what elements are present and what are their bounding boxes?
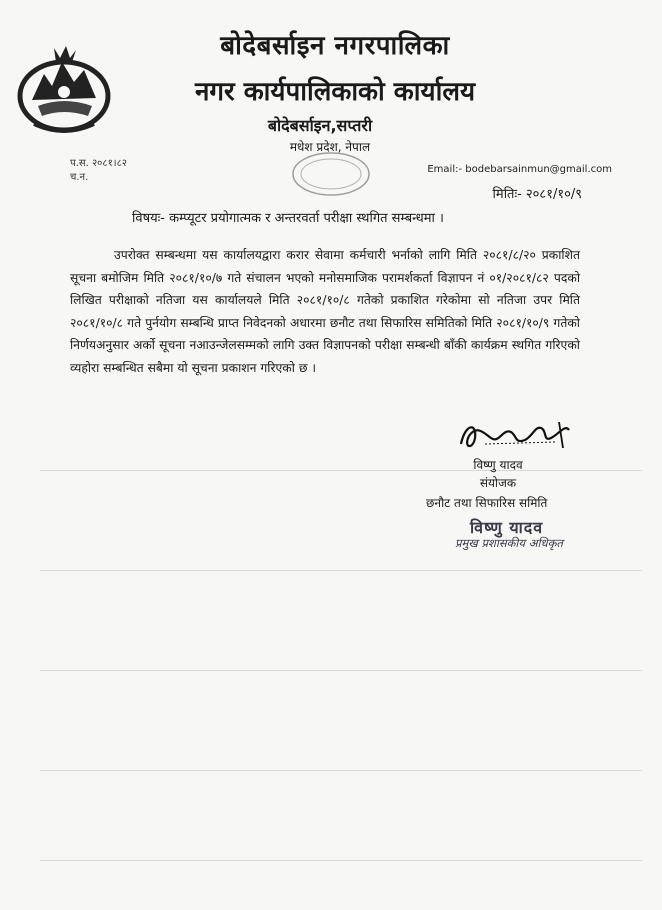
dispatch-number: च.न. (70, 172, 89, 183)
paper-rule (40, 860, 642, 861)
body-paragraph: उपरोक्त सम्बन्धमा यस कार्यालयद्वारा करार सेवामा कर्मचारी भर्नाको लागि मिति २०८१/८/२० प्रकाशित सूचना बमोजिम मिति २०८१/१०/७ गते संचालन भएको मनोसमाजिक परामर्शकर्ता विज्ञापन नं ०१/२०८१/८२ पदको लिखित परीक्षाको नतिजा यस कार्यालयले मिति २०८१/१०/८ गतेको प्रकाशित गरेकोमा सो नतिजा उपर मिति २०८१/१०/८ गते पुर्नयोग सम्बन्धि प्राप्त निवेदनको अधारमा छनौट तथा सिफारिस समितिको मिति २०८१/१०/९ गतेको निर्णयअनुसार अर्को सूचना नआउन्जेलसम्मको लागि उक्त विज्ञापनको परीक्षा सम्बन्धी बाँकी कार्यक्रम स्थगित गरिएको व्यहोरा सम्बन्धित सबैमा यो सूचना प्रकाशन गरिएको छ । (70, 248, 580, 375)
stamp-signatory-title: प्रमुख प्रशासकीय अधिकृत (455, 536, 563, 550)
paper-rule (40, 770, 642, 771)
letter-date: मितिः- २०८१/१०/९ (492, 187, 582, 202)
signatory-name: विष्णु यादव (473, 458, 523, 472)
paper-rule (40, 470, 642, 471)
office-name: नगर कार्यपालिकाको कार्यालय (194, 77, 476, 107)
office-province: मधेश प्रदेश, नेपाल (289, 140, 371, 154)
office-stamp-icon (290, 150, 372, 198)
municipality-name: बोदेबर्साइन नगरपालिका (220, 31, 450, 61)
letter-subject: विषयः- कम्प्यूटर प्रयोगात्मक र अन्तरवर्ता परीक्षा स्थगित सम्बन्धमा । (132, 211, 444, 226)
office-location: बोदेबर्साइन,सप्तरी (267, 116, 373, 135)
paper-rule (40, 570, 642, 571)
reference-numbers (70, 157, 127, 185)
signatory-role: संयोजक (479, 476, 517, 490)
handwritten-signature (455, 414, 575, 456)
office-email: Email:- bodebarsainmun@gmail.com (427, 164, 612, 175)
nepal-emblem-icon (14, 42, 114, 138)
paper-rule (40, 670, 642, 671)
signatory-committee: छनौट तथा सिफारिस समिति (426, 496, 548, 510)
stamp-signatory-name: विष्णु यादव (470, 518, 544, 537)
letter-number: प.स. २०८१।८२ (70, 158, 127, 169)
letter-body (70, 244, 580, 379)
